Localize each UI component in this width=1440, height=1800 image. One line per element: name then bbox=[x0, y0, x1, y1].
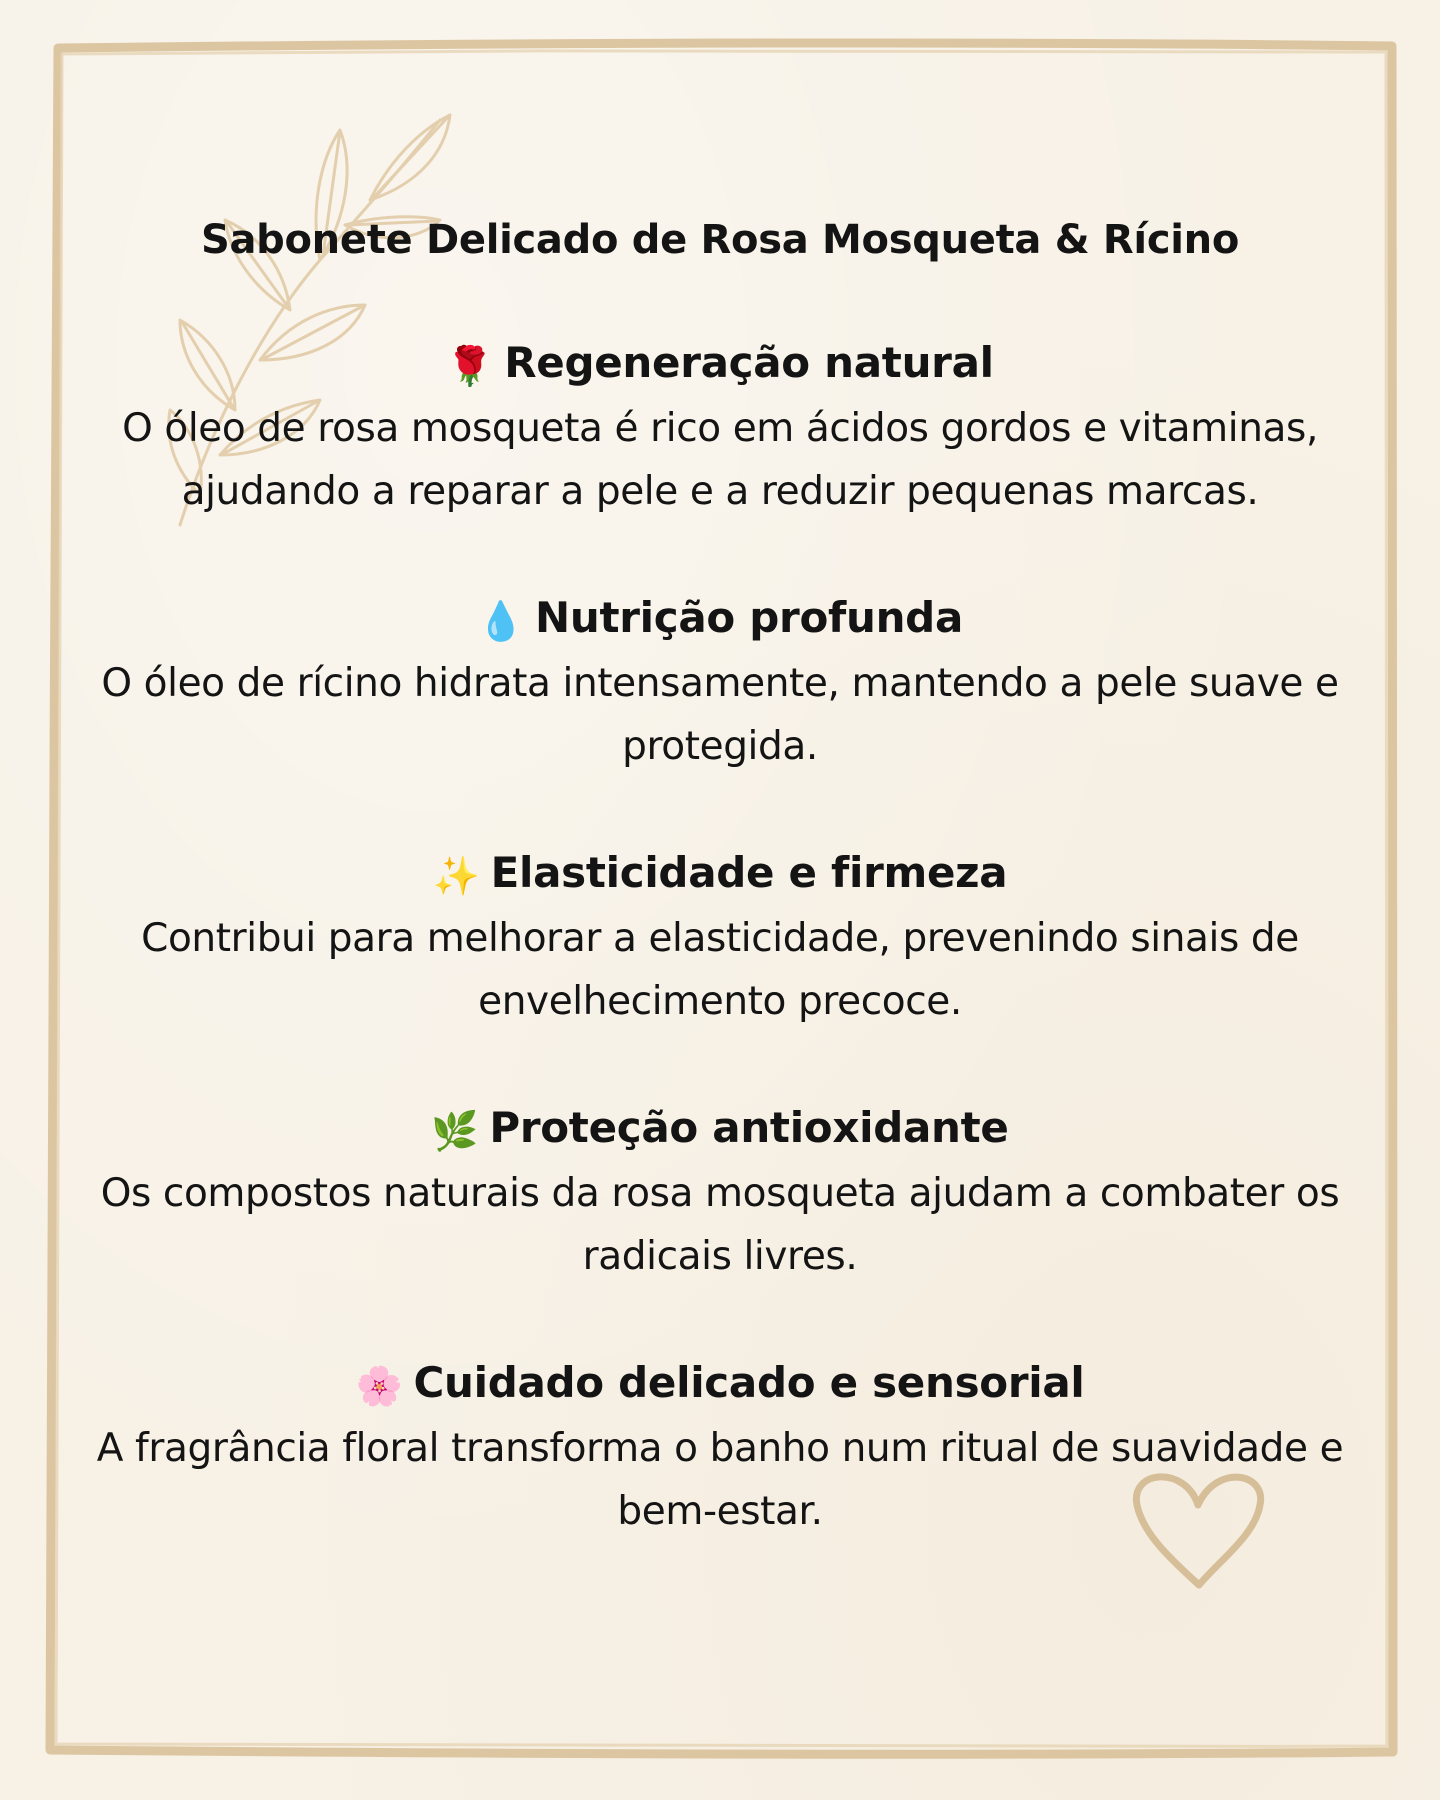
section-cuidado bbox=[55, 1352, 1385, 1543]
section-heading bbox=[55, 1097, 1385, 1162]
section-heading-text: Nutrição profunda bbox=[535, 593, 963, 642]
section-text: Contribui para melhorar a elasticidade, prevenindo sinais de envelhecimento precoce. bbox=[141, 916, 1299, 1024]
section-elasticidade bbox=[55, 842, 1385, 1033]
section-heading bbox=[55, 1352, 1385, 1417]
section-heading-text: Proteção antioxidante bbox=[489, 1103, 1009, 1152]
section-heading-text: Elasticidade e firmeza bbox=[490, 848, 1008, 897]
section-heading bbox=[55, 842, 1385, 907]
sparkles-icon: ✨ bbox=[432, 854, 480, 898]
herb-icon: 🌿 bbox=[431, 1109, 479, 1153]
section-protecao bbox=[55, 1097, 1385, 1288]
section-heading-text: Regeneração natural bbox=[504, 338, 994, 387]
section-heading-text: Cuidado delicado e sensorial bbox=[413, 1358, 1085, 1407]
section-text: O óleo de rícino hidrata intensamente, mantendo a pele suave e protegida. bbox=[101, 661, 1339, 769]
section-nutricao bbox=[55, 587, 1385, 778]
cherry-blossom-icon: 🌸 bbox=[355, 1364, 403, 1408]
rose-icon: 🌹 bbox=[446, 344, 494, 388]
section-heading bbox=[55, 332, 1385, 397]
section-text: A fragrância floral transforma o banho num ritual de suavidade e bem-estar. bbox=[96, 1426, 1344, 1534]
section-regeneracao bbox=[55, 332, 1385, 523]
section-text: O óleo de rosa mosqueta é rico em ácidos gordos e vitaminas, ajudando a reparar a pele e a reduzir pequenas marcas. bbox=[122, 406, 1318, 514]
section-text: Os compostos naturais da rosa mosqueta ajudam a combater os radicais livres. bbox=[100, 1171, 1340, 1279]
document-title: Sabonete Delicado de Rosa Mosqueta & Rícino bbox=[200, 217, 1240, 263]
document-content bbox=[55, 210, 1385, 1607]
section-heading bbox=[55, 587, 1385, 652]
droplet-icon: 💧 bbox=[477, 599, 525, 643]
